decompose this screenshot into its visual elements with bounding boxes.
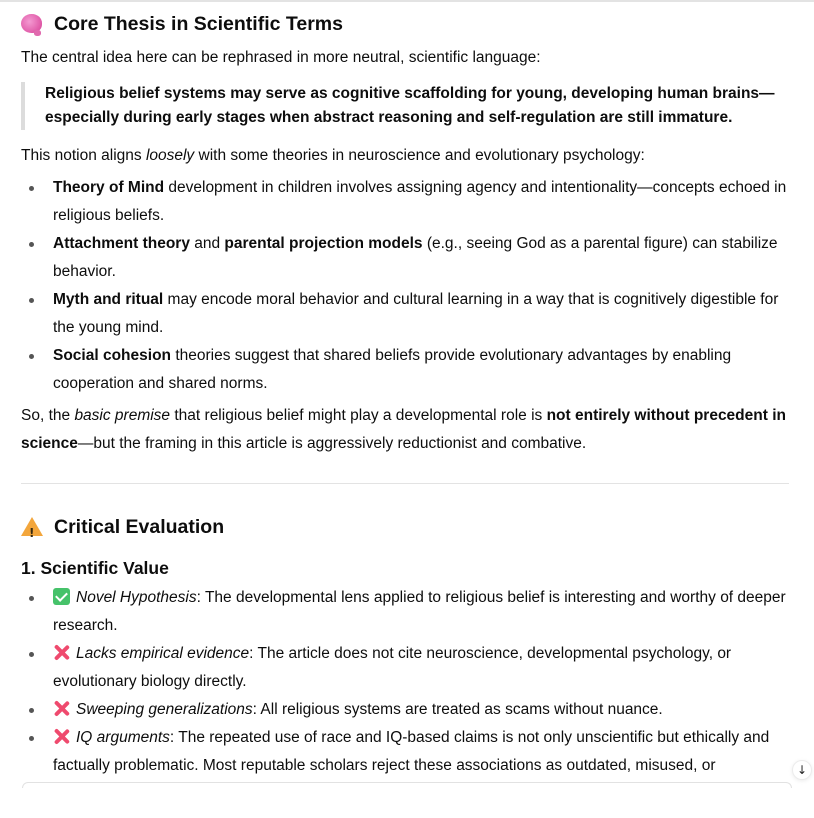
bullet-icon (29, 736, 34, 741)
text: development in children involves assigning agency and intentionality—concepts echoed in religious beliefs. (53, 179, 787, 224)
cross-icon (53, 700, 70, 717)
theory-list (21, 174, 791, 398)
text: : The developmental lens applied to religious belief is interesting and worthy of deeper research. (53, 589, 786, 634)
text: that religious belief might play a developmental role is (170, 407, 547, 424)
bullet-icon (29, 596, 34, 601)
list-item (21, 342, 791, 398)
list-item (21, 584, 791, 640)
cross-icon (53, 728, 70, 745)
text: : The repeated use of race and IQ-based claims is not only unscientific but ethically and factually problematic. Most reputable scholars reject these associations as outdated, misused, or (53, 729, 770, 774)
list-item (21, 640, 791, 696)
text: : The article does not cite neuroscience, developmental psychology, or evolutionary biology directly. (53, 645, 732, 690)
section-heading-core-thesis (21, 11, 791, 37)
text: (e.g., seeing God as a parental figure) can stabilize behavior. (53, 235, 778, 280)
text: So, the (21, 407, 75, 424)
term: Social cohesion (53, 347, 172, 364)
item-label: Novel Hypothesis (76, 589, 197, 606)
text: : All religious systems are treated as scams without nuance. (252, 701, 663, 718)
term: Attachment theory (53, 235, 190, 252)
strong: not entirely without precedent in science (21, 407, 786, 452)
bullet-icon (29, 354, 34, 359)
text: theories suggest that shared beliefs provide evolutionary advantages by enabling cooperation and shared norms. (53, 347, 732, 392)
bullet-icon (29, 186, 34, 191)
list-item (21, 174, 791, 230)
subsection-title: 1. Scientific Value (21, 558, 169, 578)
item-label: IQ arguments (76, 729, 170, 746)
assistant-message (21, 2, 791, 780)
text: may encode moral behavior and cultural learning in a way that is cognitively digestible for the young mind. (53, 291, 779, 336)
evaluation-list (21, 584, 791, 780)
term: Theory of Mind (53, 179, 165, 196)
emphasis: basic premise (74, 407, 171, 424)
section-heading-critical-evaluation (21, 514, 791, 540)
bullet-icon (29, 298, 34, 303)
cross-icon (53, 644, 70, 661)
list-item (21, 286, 791, 342)
list-item (21, 724, 791, 780)
message-composer[interactable] (22, 782, 792, 788)
alignment-paragraph (21, 142, 791, 170)
section-title: Critical Evaluation (54, 516, 225, 538)
list-item (21, 696, 791, 724)
blockquote: Religious belief systems may serve as cognitive scaffolding for young, developing human brains—especially during early stages when abstract reasoning and self-regulation are still immature. (21, 82, 791, 130)
scroll-to-bottom-button[interactable] (792, 760, 812, 780)
text: and (189, 235, 225, 252)
item-label: Sweeping generalizations (76, 701, 253, 718)
arrow-down-icon: ↓ (796, 763, 808, 777)
bullet-icon (29, 652, 34, 657)
text: —but the framing in this article is aggressively reductionist and combative. (77, 435, 587, 452)
text: This notion aligns (21, 147, 146, 164)
list-item (21, 230, 791, 286)
warning-icon (21, 516, 43, 538)
bullet-icon (29, 708, 34, 713)
summary-paragraph (21, 402, 791, 458)
check-icon (53, 588, 70, 605)
term: Myth and ritual (53, 291, 164, 308)
item-label: Lacks empirical evidence (76, 645, 250, 662)
brain-icon (21, 13, 43, 35)
section-divider (21, 483, 789, 484)
term: parental projection models (224, 235, 423, 252)
text: with some theories in neuroscience and evolutionary psychology: (194, 147, 645, 164)
emphasis: loosely (145, 147, 195, 164)
bullet-icon (29, 242, 34, 247)
intro-paragraph: The central idea here can be rephrased in more neutral, scientific language: (21, 49, 541, 66)
section-title: Core Thesis in Scientific Terms (54, 13, 343, 35)
